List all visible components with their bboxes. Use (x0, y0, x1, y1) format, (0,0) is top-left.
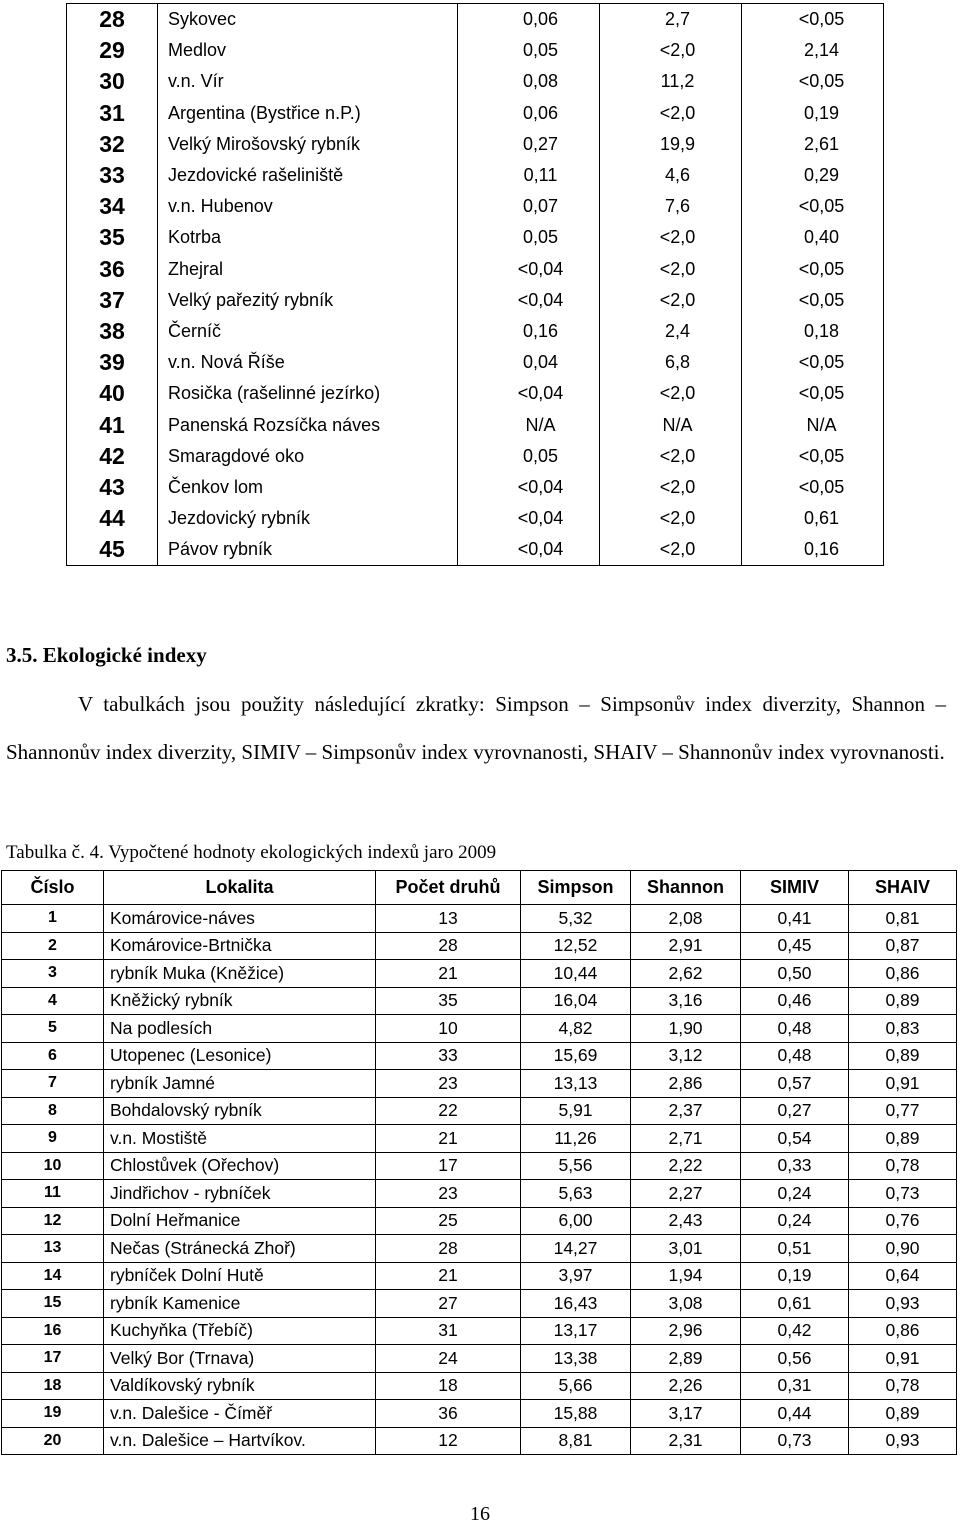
column-header: Simpson (521, 871, 631, 905)
table-cell: 1 (2, 905, 104, 933)
table-cell: 2,62 (631, 960, 741, 988)
cell-no: 31 (67, 98, 158, 129)
table-cell: 13,38 (521, 1345, 631, 1373)
cell-v3: 0,29 (742, 160, 884, 191)
table-row (67, 378, 884, 409)
section-heading: 3.5. Ekologické indexy (6, 643, 207, 667)
table-cell: 0,45 (741, 932, 849, 960)
cell-v3: <0,05 (742, 4, 884, 36)
table-row (67, 222, 884, 253)
cell-v1: <0,04 (458, 534, 600, 566)
table-cell: 10 (376, 1015, 521, 1043)
table-cell: 0,61 (741, 1290, 849, 1318)
table-cell: 0,91 (849, 1070, 957, 1098)
cell-name: v.n. Nová Říše (158, 347, 458, 378)
cell-name: v.n. Vír (158, 66, 458, 97)
cell-v2: 6,8 (600, 347, 742, 378)
cell-v3: 2,14 (742, 35, 884, 66)
cell-v2: 11,2 (600, 66, 742, 97)
table-cell: Bohdalovský rybník (104, 1097, 376, 1125)
table-cell: 13,13 (521, 1070, 631, 1098)
cell-v1: <0,04 (458, 503, 600, 534)
table-cell: 8 (2, 1097, 104, 1125)
table-row (67, 98, 884, 129)
cell-v2: 4,6 (600, 160, 742, 191)
table-cell: 11,26 (521, 1125, 631, 1153)
cell-no: 32 (67, 129, 158, 160)
table-row (67, 35, 884, 66)
cell-v3: 0,61 (742, 503, 884, 534)
table-cell: 17 (376, 1152, 521, 1180)
table-row (67, 66, 884, 97)
table-cell: 1,94 (631, 1262, 741, 1290)
cell-v1: 0,06 (458, 4, 600, 36)
table-row (2, 1290, 957, 1318)
cell-name: Rosička (rašelinné jezírko) (158, 378, 458, 409)
table-row (67, 285, 884, 316)
cell-v1: N/A (458, 409, 600, 440)
cell-v2: <2,0 (600, 254, 742, 285)
table-cell: 12 (2, 1207, 104, 1235)
table-row (2, 1207, 957, 1235)
table-cell: 13 (2, 1235, 104, 1263)
cell-no: 37 (67, 285, 158, 316)
table-cell: 0,89 (849, 1042, 957, 1070)
table-cell: 21 (376, 960, 521, 988)
table-cell: 2,96 (631, 1317, 741, 1345)
cell-v3: N/A (742, 409, 884, 440)
cell-name: Černíč (158, 316, 458, 347)
table-cell: 3,08 (631, 1290, 741, 1318)
cell-v3: <0,05 (742, 378, 884, 409)
table-row (67, 4, 884, 36)
table-row (2, 1070, 957, 1098)
table-row (2, 1152, 957, 1180)
table-cell: 21 (376, 1262, 521, 1290)
table-cell: 14,27 (521, 1235, 631, 1263)
table-cell: 0,54 (741, 1125, 849, 1153)
table-cell: 0,86 (849, 1317, 957, 1345)
cell-v2: <2,0 (600, 98, 742, 129)
table-cell: 0,86 (849, 960, 957, 988)
cell-name: Čenkov lom (158, 472, 458, 503)
table-cell: 0,27 (741, 1097, 849, 1125)
table-cell: 12,52 (521, 932, 631, 960)
table-caption: Tabulka č. 4. Vypočtené hodnoty ekologických indexů jaro 2009 (6, 842, 497, 863)
table-cell: 12 (376, 1427, 521, 1455)
cell-v3: <0,05 (742, 66, 884, 97)
cell-v2: 19,9 (600, 129, 742, 160)
table-cell: 31 (376, 1317, 521, 1345)
cell-no: 38 (67, 316, 158, 347)
cell-name: Velký Mirošovský rybník (158, 129, 458, 160)
table-cell: 2,43 (631, 1207, 741, 1235)
column-header: SHAIV (849, 871, 957, 905)
table-cell: Chlostůvek (Ořechov) (104, 1152, 376, 1180)
cell-name: Smaragdové oko (158, 441, 458, 472)
table-cell: 2 (2, 932, 104, 960)
table-cell: 5,66 (521, 1372, 631, 1400)
cell-v1: 0,05 (458, 35, 600, 66)
table-cell: 0,44 (741, 1400, 849, 1428)
table-cell: Na podlesích (104, 1015, 376, 1043)
table-cell: 0,24 (741, 1180, 849, 1208)
cell-v2: <2,0 (600, 472, 742, 503)
table-cell: 25 (376, 1207, 521, 1235)
table-cell: 28 (376, 932, 521, 960)
table-cell: v.n. Mostiště (104, 1125, 376, 1153)
table-cell: Nečas (Stránecká Zhoř) (104, 1235, 376, 1263)
cell-v2: <2,0 (600, 222, 742, 253)
table-cell: 2,26 (631, 1372, 741, 1400)
table-row (2, 1097, 957, 1125)
table-cell: 15,69 (521, 1042, 631, 1070)
table-cell: rybníček Dolní Hutě (104, 1262, 376, 1290)
table-cell: 24 (376, 1345, 521, 1373)
table-cell: 18 (376, 1372, 521, 1400)
table-cell: 3,97 (521, 1262, 631, 1290)
cell-no: 40 (67, 378, 158, 409)
cell-no: 39 (67, 347, 158, 378)
measurement-table-continuation (66, 3, 884, 566)
table-row (67, 409, 884, 440)
table-row (2, 905, 957, 933)
cell-name: v.n. Hubenov (158, 191, 458, 222)
table-cell: 0,89 (849, 1400, 957, 1428)
table-cell: Komárovice-náves (104, 905, 376, 933)
cell-v3: 0,16 (742, 534, 884, 566)
cell-name: Kotrba (158, 222, 458, 253)
table-cell: Dolní Heřmanice (104, 1207, 376, 1235)
cell-v3: 0,40 (742, 222, 884, 253)
table-cell: 3,17 (631, 1400, 741, 1428)
cell-v2: <2,0 (600, 534, 742, 566)
table-cell: 2,37 (631, 1097, 741, 1125)
cell-v1: <0,04 (458, 254, 600, 285)
table-cell: 21 (376, 1125, 521, 1153)
column-header: Lokalita (104, 871, 376, 905)
table-cell: 5 (2, 1015, 104, 1043)
table-cell: 0,89 (849, 987, 957, 1015)
cell-v2: <2,0 (600, 285, 742, 316)
table-cell: 17 (2, 1345, 104, 1373)
table-cell: 10 (2, 1152, 104, 1180)
column-header: SIMIV (741, 871, 849, 905)
table-cell: 0,48 (741, 1015, 849, 1043)
table-cell: 3,01 (631, 1235, 741, 1263)
cell-no: 30 (67, 66, 158, 97)
table-cell: 0,89 (849, 1125, 957, 1153)
table-cell: 3 (2, 960, 104, 988)
table-cell: 8,81 (521, 1427, 631, 1455)
table-cell: 13 (376, 905, 521, 933)
cell-v3: <0,05 (742, 347, 884, 378)
table-cell: 11 (2, 1180, 104, 1208)
table-cell: 2,89 (631, 1345, 741, 1373)
table-cell: 15 (2, 1290, 104, 1318)
column-header: Číslo (2, 871, 104, 905)
cell-v3: <0,05 (742, 441, 884, 472)
cell-v1: 0,16 (458, 316, 600, 347)
cell-v2: <2,0 (600, 35, 742, 66)
table-cell: 0,56 (741, 1345, 849, 1373)
table-cell: 18 (2, 1372, 104, 1400)
cell-v1: 0,05 (458, 222, 600, 253)
table-cell: 0,87 (849, 932, 957, 960)
cell-v1: 0,06 (458, 98, 600, 129)
cell-no: 45 (67, 534, 158, 566)
table-row (2, 1180, 957, 1208)
table-row (2, 1345, 957, 1373)
table-cell: 0,19 (741, 1262, 849, 1290)
table-cell: 23 (376, 1180, 521, 1208)
cell-v3: 0,19 (742, 98, 884, 129)
table-cell: rybník Jamné (104, 1070, 376, 1098)
table-cell: 2,08 (631, 905, 741, 933)
table-cell: 0,33 (741, 1152, 849, 1180)
table-row (67, 503, 884, 534)
cell-v3: <0,05 (742, 285, 884, 316)
table-cell: 0,48 (741, 1042, 849, 1070)
cell-no: 33 (67, 160, 158, 191)
cell-no: 36 (67, 254, 158, 285)
table-cell: 2,27 (631, 1180, 741, 1208)
table-row (67, 191, 884, 222)
table-cell: 0,76 (849, 1207, 957, 1235)
cell-v1: 0,11 (458, 160, 600, 191)
cell-v2: N/A (600, 409, 742, 440)
table-cell: 22 (376, 1097, 521, 1125)
table-cell: 2,86 (631, 1070, 741, 1098)
table-row (2, 1235, 957, 1263)
table-row (67, 254, 884, 285)
cell-v1: 0,27 (458, 129, 600, 160)
table-cell: 16,43 (521, 1290, 631, 1318)
table-cell: 5,32 (521, 905, 631, 933)
cell-name: Zhejral (158, 254, 458, 285)
table-cell: 0,50 (741, 960, 849, 988)
table-cell: Komárovice-Brtnička (104, 932, 376, 960)
table-row (2, 1317, 957, 1345)
cell-no: 42 (67, 441, 158, 472)
table-cell: 0,57 (741, 1070, 849, 1098)
table-cell: 23 (376, 1070, 521, 1098)
table-cell: 10,44 (521, 960, 631, 988)
table-cell: 0,24 (741, 1207, 849, 1235)
table-cell: 4 (2, 987, 104, 1015)
cell-v3: 0,18 (742, 316, 884, 347)
table-cell: 0,78 (849, 1152, 957, 1180)
cell-no: 28 (67, 4, 158, 36)
table-cell: 7 (2, 1070, 104, 1098)
cell-v1: <0,04 (458, 285, 600, 316)
cell-no: 29 (67, 35, 158, 66)
table-cell: 6,00 (521, 1207, 631, 1235)
table-row (67, 534, 884, 566)
table-cell: rybník Muka (Kněžice) (104, 960, 376, 988)
table-cell: 0,83 (849, 1015, 957, 1043)
table-row (2, 987, 957, 1015)
cell-v1: 0,08 (458, 66, 600, 97)
cell-name: Argentina (Bystřice n.P.) (158, 98, 458, 129)
table-cell: 20 (2, 1427, 104, 1455)
table-row (67, 316, 884, 347)
table-row (2, 1372, 957, 1400)
table-cell: 2,22 (631, 1152, 741, 1180)
table-cell: 0,73 (741, 1427, 849, 1455)
table-cell: 0,90 (849, 1235, 957, 1263)
table-row (2, 1427, 957, 1455)
table-row (67, 441, 884, 472)
cell-v3: <0,05 (742, 191, 884, 222)
table-cell: 15,88 (521, 1400, 631, 1428)
table-cell: 0,64 (849, 1262, 957, 1290)
table-cell: 0,41 (741, 905, 849, 933)
table-row (67, 160, 884, 191)
table-cell: 0,91 (849, 1345, 957, 1373)
table-cell: 5,91 (521, 1097, 631, 1125)
table-cell: 6 (2, 1042, 104, 1070)
table-cell: 3,16 (631, 987, 741, 1015)
column-header: Shannon (631, 871, 741, 905)
table-row (2, 960, 957, 988)
table-row (67, 347, 884, 378)
cell-no: 35 (67, 222, 158, 253)
table-cell: 5,63 (521, 1180, 631, 1208)
cell-no: 44 (67, 503, 158, 534)
table-cell: 19 (2, 1400, 104, 1428)
table-cell: 2,31 (631, 1427, 741, 1455)
cell-v2: 2,4 (600, 316, 742, 347)
table-cell: 27 (376, 1290, 521, 1318)
table-cell: rybník Kamenice (104, 1290, 376, 1318)
cell-v2: <2,0 (600, 378, 742, 409)
table-row (2, 1042, 957, 1070)
ecological-indices-table (1, 870, 957, 1455)
table-cell: 4,82 (521, 1015, 631, 1043)
table-cell: 16 (2, 1317, 104, 1345)
table-cell: 28 (376, 1235, 521, 1263)
table-cell: 0,93 (849, 1290, 957, 1318)
cell-v2: 2,7 (600, 4, 742, 36)
cell-v3: <0,05 (742, 472, 884, 503)
table-cell: 0,42 (741, 1317, 849, 1345)
cell-v1: 0,07 (458, 191, 600, 222)
table-cell: 0,78 (849, 1372, 957, 1400)
cell-name: Panenská Rozsíčka náves (158, 409, 458, 440)
cell-v3: 2,61 (742, 129, 884, 160)
table-cell: 0,93 (849, 1427, 957, 1455)
table-cell: 0,46 (741, 987, 849, 1015)
table-cell: 14 (2, 1262, 104, 1290)
cell-name: Medlov (158, 35, 458, 66)
table-cell: 33 (376, 1042, 521, 1070)
table-cell: Utopenec (Lesonice) (104, 1042, 376, 1070)
cell-v1: 0,05 (458, 441, 600, 472)
cell-v2: 7,6 (600, 191, 742, 222)
cell-no: 43 (67, 472, 158, 503)
table-header-row (2, 871, 957, 905)
table-row (2, 1125, 957, 1153)
page-number: 16 (470, 1503, 490, 1525)
table-cell: 0,77 (849, 1097, 957, 1125)
cell-v2: <2,0 (600, 503, 742, 534)
table-cell: 0,31 (741, 1372, 849, 1400)
table-cell: 9 (2, 1125, 104, 1153)
cell-v2: <2,0 (600, 441, 742, 472)
table-row (2, 932, 957, 960)
table-cell: v.n. Dalešice – Hartvíkov. (104, 1427, 376, 1455)
cell-name: Sykovec (158, 4, 458, 36)
cell-name: Pávov rybník (158, 534, 458, 566)
table-row (67, 472, 884, 503)
table-cell: 0,51 (741, 1235, 849, 1263)
table-cell: 1,90 (631, 1015, 741, 1043)
table-cell: Jindřichov - rybníček (104, 1180, 376, 1208)
cell-v1: <0,04 (458, 472, 600, 503)
table-cell: 13,17 (521, 1317, 631, 1345)
cell-name: Jezdovické rašeliniště (158, 160, 458, 191)
table-cell: Valdíkovský rybník (104, 1372, 376, 1400)
table-row (67, 129, 884, 160)
cell-name: Velký pařezitý rybník (158, 285, 458, 316)
table-cell: Velký Bor (Trnava) (104, 1345, 376, 1373)
cell-v1: 0,04 (458, 347, 600, 378)
section-paragraph: V tabulkách jsou použity následující zkratky: Simpson – Simpsonův index diverzity, Shannon – Shannonův index diverzity, SIMIV – Simpsonův index vyrovnanosti, SHAIV – Shannonův index vyrovnanosti. (6, 692, 946, 764)
cell-v3: <0,05 (742, 254, 884, 285)
table-cell: 3,12 (631, 1042, 741, 1070)
table-cell: 16,04 (521, 987, 631, 1015)
table-cell: 2,71 (631, 1125, 741, 1153)
table-cell: Kuchyňka (Třebíč) (104, 1317, 376, 1345)
table-cell: 0,73 (849, 1180, 957, 1208)
table-row (2, 1015, 957, 1043)
table-cell: 36 (376, 1400, 521, 1428)
table-cell: Kněžický rybník (104, 987, 376, 1015)
table-cell: 0,81 (849, 905, 957, 933)
table-cell: v.n. Dalešice - Číměř (104, 1400, 376, 1428)
table-row (2, 1262, 957, 1290)
table-cell: 2,91 (631, 932, 741, 960)
column-header: Počet druhů (376, 871, 521, 905)
table-cell: 35 (376, 987, 521, 1015)
cell-v1: <0,04 (458, 378, 600, 409)
table-cell: 5,56 (521, 1152, 631, 1180)
cell-no: 41 (67, 409, 158, 440)
cell-no: 34 (67, 191, 158, 222)
cell-name: Jezdovický rybník (158, 503, 458, 534)
table-row (2, 1400, 957, 1428)
